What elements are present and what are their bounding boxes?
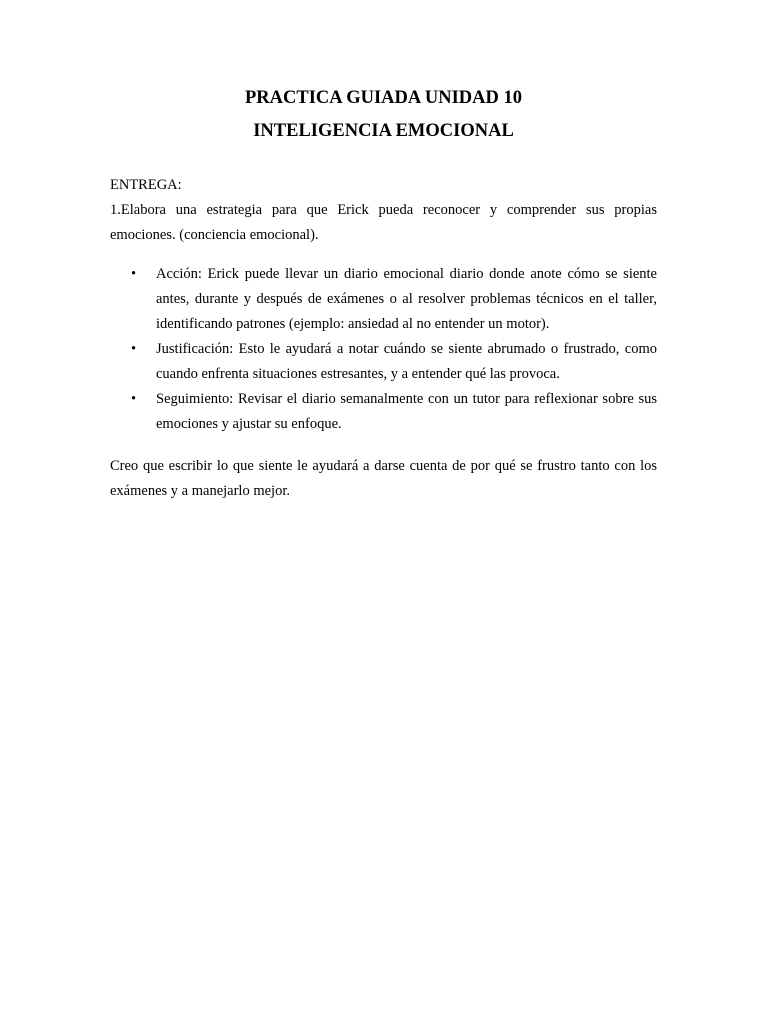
list-item <box>110 387 657 437</box>
section-label: ENTREGA: <box>110 177 182 193</box>
question-paragraph: 1.Elabora una estrategia para que Erick pueda reconocer y comprender sus propias emociones. (conciencia emocional). <box>110 202 657 243</box>
bullet-icon: • <box>131 266 137 282</box>
document-title: PRACTICA GUIADA UNIDAD 10 <box>244 88 522 108</box>
bullet-icon: • <box>131 341 137 357</box>
strategy-list <box>110 262 657 437</box>
bullet-icon: • <box>131 391 137 407</box>
document-page <box>110 86 657 504</box>
document-subtitle: INTELIGENCIA EMOCIONAL <box>253 121 514 141</box>
list-item-text: Seguimiento: Revisar el diario semanalmente con un tutor para reflexionar sobre sus emociones y ajustar su enfoque. <box>156 391 657 432</box>
list-item-text: Justificación: Esto le ayudará a notar cuándo se siente abrumado o frustrado, como cuando enfrenta situaciones estresantes, y a entender qué las provoca. <box>156 341 657 382</box>
list-item <box>110 337 657 387</box>
list-item <box>110 262 657 337</box>
closing-paragraph: Creo que escribir lo que siente le ayudará a darse cuenta de por qué se frustro tanto con los exámenes y a manejarlo mejor. <box>110 458 657 499</box>
list-item-text: Acción: Erick puede llevar un diario emocional diario donde anote cómo se siente antes, durante y después de exámenes o al resolver problemas técnicos en el taller, identificando patrones (ejemplo: ansiedad al no entender un motor). <box>156 266 657 332</box>
